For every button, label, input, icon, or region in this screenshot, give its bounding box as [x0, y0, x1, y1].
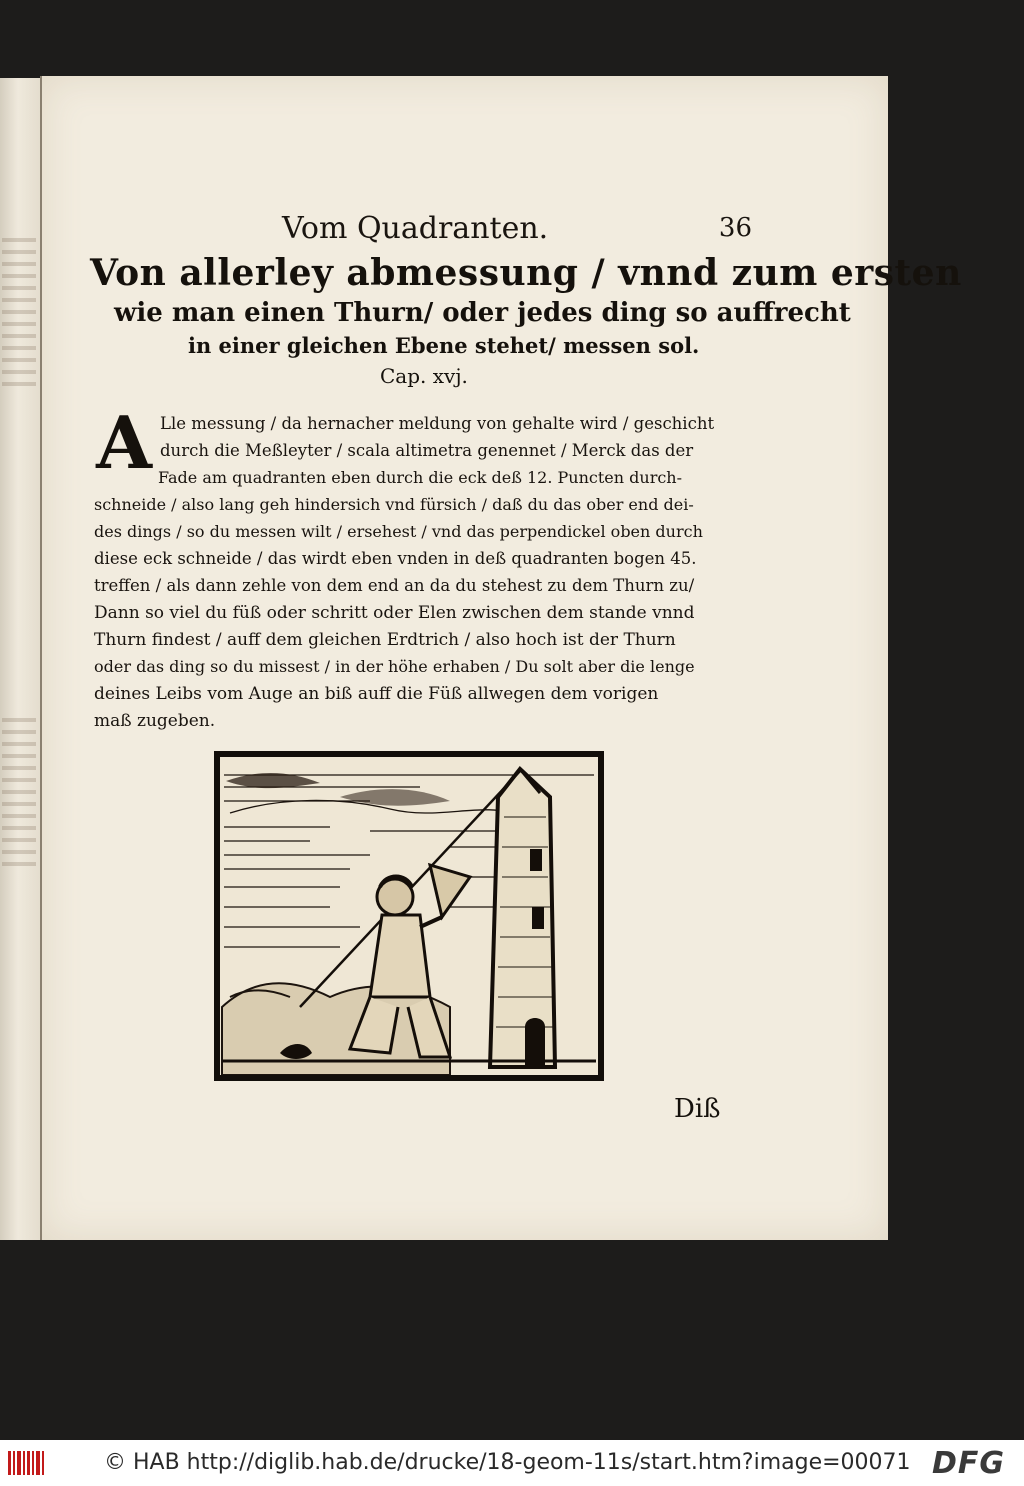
text-line: Fade am quadranten eben durch die eck deß 12. Puncten durch-: [158, 468, 683, 487]
decorated-initial: A: [96, 400, 152, 485]
text-line: durch die Meßleyter / scala altimetra genennet / Merck das der: [160, 441, 694, 460]
copyright-url[interactable]: © HAB http://diglib.hab.de/drucke/18-geom-11s/start.htm?image=00071: [104, 1450, 911, 1475]
woodcut-illustration: [214, 751, 604, 1081]
text-line: treffen / als dann zehle von dem end an da du stehest zu dem Thurn zu/: [94, 576, 695, 595]
text-line: deines Leibs vom Auge an biß auff die Füß allwegen dem vorigen: [94, 684, 659, 704]
running-header: [282, 211, 752, 251]
text-line: diese eck schneide / das wirdt eben vnden in deß quadranten bogen 45.: [94, 549, 697, 568]
chapter-number: Cap. xvj.: [380, 364, 468, 388]
page-number: 36: [718, 213, 752, 243]
bleed-through-text: [2, 238, 36, 388]
bleed-through-text: [2, 718, 36, 868]
text-line: oder das ding so du missest / in der höhe erhaben / Du solt aber die lenge: [94, 657, 695, 676]
text-line: Lle messung / da hernacher meldung von gehalte wird / geschicht: [160, 414, 715, 433]
chapter-heading-line1: Von allerley abmessung / vnnd zum ersten: [90, 252, 962, 294]
catchword: Diß: [674, 1094, 721, 1124]
book-page: [42, 76, 962, 1240]
text-line: Thurn findest / auff dem gleichen Erdtrich / also hoch ist der Thurn: [94, 630, 676, 650]
text-line: Dann so viel du füß oder schritt oder Elen zwischen dem stande vnnd: [94, 603, 695, 623]
surveyor-tower-engraving: [220, 757, 598, 1075]
text-line: schneide / also lang geh hindersich vnd fürsich / daß du das ober end dei-: [94, 495, 694, 514]
running-title: Vom Quadranten.: [282, 211, 549, 246]
hab-barcode-icon: [8, 1451, 44, 1475]
text-line: maß zugeben.: [94, 711, 216, 731]
dfg-logo: DFG: [932, 1446, 1006, 1481]
chapter-heading-line3: in einer gleichen Ebene stehet/ messen sol.: [188, 333, 700, 358]
text-line: des dings / so du messen wilt / ersehest / vnd das perpendickel oben durch: [94, 522, 703, 541]
footer-bar: [0, 1440, 1024, 1486]
chapter-heading-line2: wie man einen Thurn/ oder jedes ding so auffrecht: [114, 298, 851, 328]
previous-page-edge: [0, 78, 40, 1240]
